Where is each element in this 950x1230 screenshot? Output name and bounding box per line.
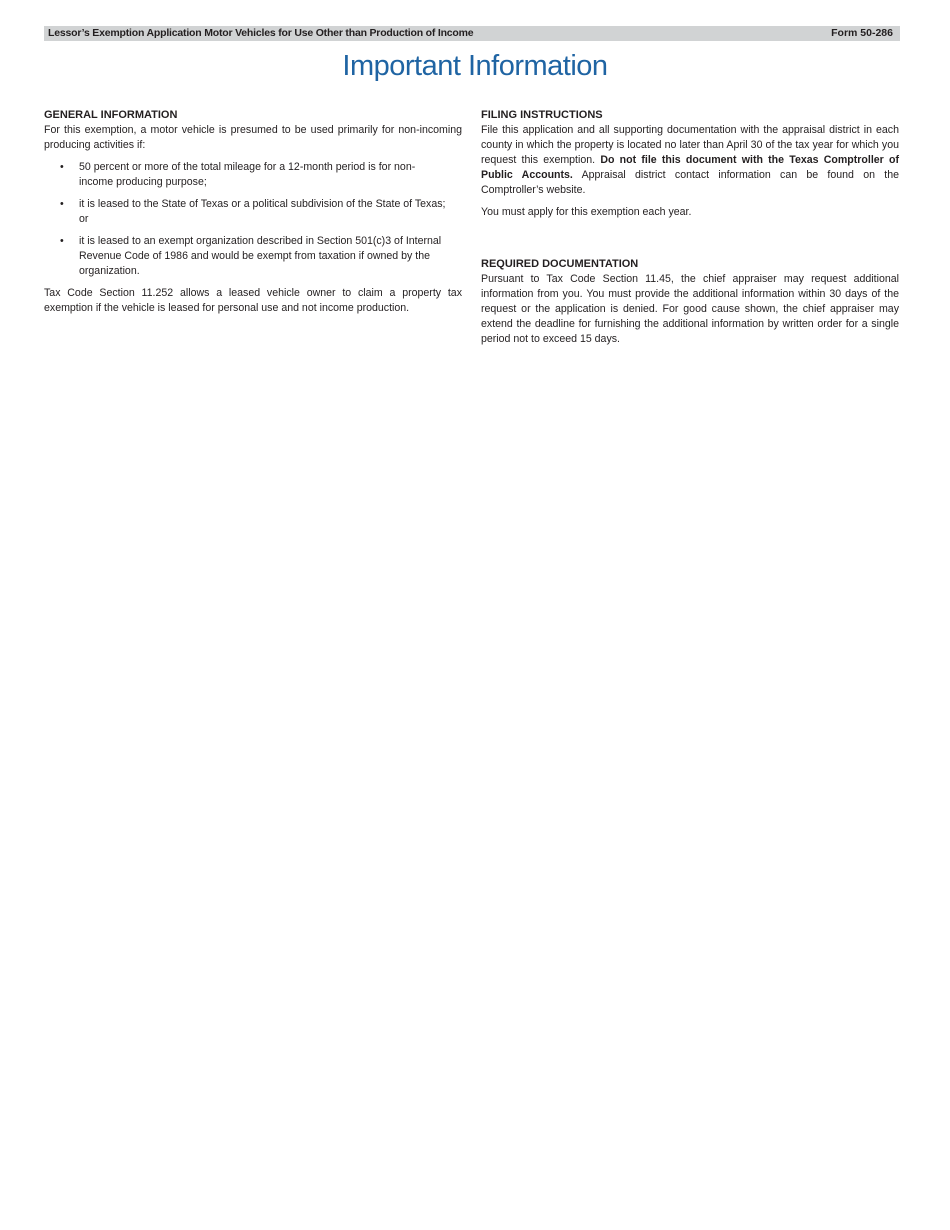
list-item-text: it is leased to the State of Texas or a political subdivision of the State of Texas; or	[79, 198, 446, 225]
right-column	[481, 108, 899, 354]
bullet-icon: •	[60, 235, 64, 247]
form-header-bar	[44, 26, 900, 41]
closing-text: Tax Code Section 11.252 allows a leased vehicle owner to claim a property tax exemption if the vehicle is leased for personal use and not income production.	[44, 287, 462, 314]
bullet-icon: •	[60, 198, 64, 210]
conditions-list	[44, 160, 462, 279]
list-item	[44, 160, 462, 190]
list-item-text: 50 percent or more of the total mileage for a 12-month period is for non-income producing purpose;	[79, 161, 416, 188]
required-documentation-section	[481, 257, 899, 347]
form-number: Form 50-286	[831, 27, 893, 39]
annual-note: You must apply for this exemption each year.	[481, 206, 692, 218]
section-heading: FILING INSTRUCTIONS	[481, 109, 603, 121]
filing-text	[481, 123, 899, 198]
list-item	[44, 234, 462, 279]
general-information-section	[44, 108, 462, 323]
intro-text: For this exemption, a motor vehicle is presumed to be used primarily for non-incoming producing activities if:	[44, 124, 462, 151]
list-item	[44, 197, 462, 227]
section-heading: REQUIRED DOCUMENTATION	[481, 258, 639, 270]
list-item-text: it is leased to an exempt organization described in Section 501(c)3 of Internal Revenue Code of 1986 and would be exempt from taxation if owned by the organization.	[79, 235, 442, 277]
bullet-icon: •	[60, 161, 64, 173]
page-title: Important Information	[342, 50, 608, 82]
form-title: Lessor’s Exemption Application Motor Vehicles for Use Other than Production of Income	[48, 27, 474, 39]
required-text: Pursuant to Tax Code Section 11.45, the chief appraiser may request additional information from you. You must provide the additional information within 30 days of the request or the application is denied. For good cause shown, the chief appraiser may extend the deadline for furnishing the additional information by written order for a single period not to exceed 15 days.	[481, 273, 899, 345]
filing-warning: Do not file this document with the Texas Comptroller of Public Accounts.	[481, 154, 899, 181]
section-heading: GENERAL INFORMATION	[44, 109, 178, 121]
filing-instructions-section	[481, 108, 899, 220]
filing-text-part: Appraisal district contact information can be found on the Comptroller’s website.	[481, 169, 900, 196]
filing-text-part: File this application and all supporting documentation with the appraisal district in each county in which the property is located no later than April 30 of the tax year for which you request this exemption.	[481, 124, 899, 166]
